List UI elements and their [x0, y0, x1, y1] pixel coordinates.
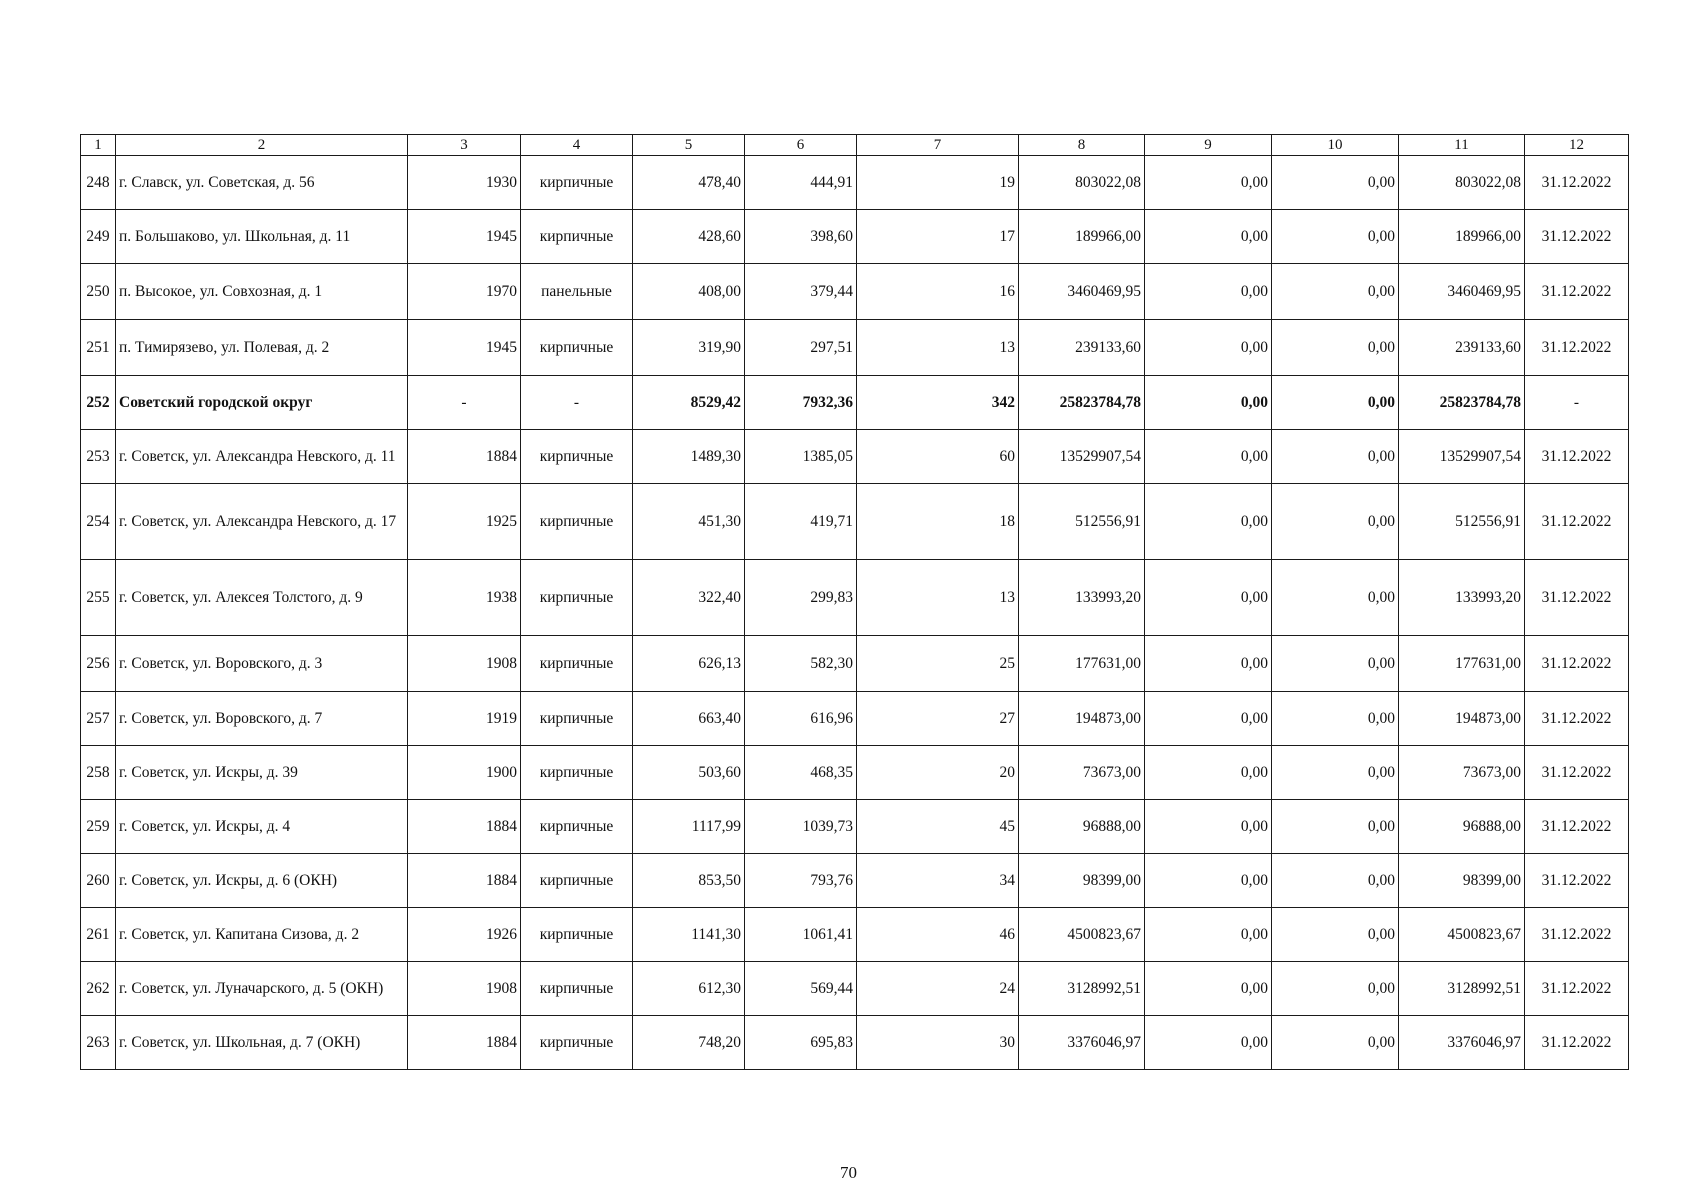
deadline-cell: 31.12.2022	[1525, 430, 1629, 484]
col8-cell: 133993,20	[1019, 560, 1145, 636]
table-row	[81, 560, 1629, 636]
col10-cell: 0,00	[1272, 854, 1399, 908]
row-number: 248	[81, 156, 116, 210]
col5-cell: 612,30	[633, 962, 745, 1016]
address-cell: г. Советск, ул. Искры, д. 39	[116, 746, 408, 800]
wall-material-cell: кирпичные	[521, 560, 633, 636]
col8-cell: 3128992,51	[1019, 962, 1145, 1016]
deadline-cell: 31.12.2022	[1525, 908, 1629, 962]
year-cell: 1884	[408, 430, 521, 484]
year-cell: 1930	[408, 156, 521, 210]
deadline-cell: 31.12.2022	[1525, 560, 1629, 636]
col10-cell: 0,00	[1272, 320, 1399, 376]
col8-cell: 194873,00	[1019, 692, 1145, 746]
year-cell: 1884	[408, 854, 521, 908]
year-cell: 1919	[408, 692, 521, 746]
row-number: 260	[81, 854, 116, 908]
col6-cell: 7932,36	[745, 376, 857, 430]
col10-cell: 0,00	[1272, 962, 1399, 1016]
col6-cell: 793,76	[745, 854, 857, 908]
deadline-cell: 31.12.2022	[1525, 264, 1629, 320]
year-cell: 1925	[408, 484, 521, 560]
table-row	[81, 746, 1629, 800]
col8-cell: 96888,00	[1019, 800, 1145, 854]
col7-cell: 20	[857, 746, 1019, 800]
deadline-cell: 31.12.2022	[1525, 800, 1629, 854]
register-sheet	[80, 134, 1629, 1070]
deadline-cell: 31.12.2022	[1525, 962, 1629, 1016]
col10-cell: 0,00	[1272, 636, 1399, 692]
col9-cell: 0,00	[1145, 560, 1272, 636]
table-row	[81, 156, 1629, 210]
row-number: 250	[81, 264, 116, 320]
col5-cell: 451,30	[633, 484, 745, 560]
table-row	[81, 430, 1629, 484]
table-row	[81, 908, 1629, 962]
wall-material-cell: кирпичные	[521, 210, 633, 264]
row-number: 261	[81, 908, 116, 962]
address-cell: г. Советск, ул. Александра Невского, д. 11	[116, 430, 408, 484]
wall-material-cell: кирпичные	[521, 854, 633, 908]
col9-cell: 0,00	[1145, 264, 1272, 320]
wall-material-cell: кирпичные	[521, 1016, 633, 1070]
address-cell: п. Тимирязево, ул. Полевая, д. 2	[116, 320, 408, 376]
col-header: 2	[116, 135, 408, 156]
col9-cell: 0,00	[1145, 376, 1272, 430]
col10-cell: 0,00	[1272, 800, 1399, 854]
wall-material-cell: кирпичные	[521, 908, 633, 962]
col9-cell: 0,00	[1145, 484, 1272, 560]
col9-cell: 0,00	[1145, 210, 1272, 264]
year-cell: -	[408, 376, 521, 430]
col-header: 9	[1145, 135, 1272, 156]
address-cell: п. Высокое, ул. Совхозная, д. 1	[116, 264, 408, 320]
col5-cell: 503,60	[633, 746, 745, 800]
table-row	[81, 692, 1629, 746]
table-row	[81, 320, 1629, 376]
col5-cell: 478,40	[633, 156, 745, 210]
col-header: 6	[745, 135, 857, 156]
row-number: 262	[81, 962, 116, 1016]
col8-cell: 189966,00	[1019, 210, 1145, 264]
deadline-cell: 31.12.2022	[1525, 636, 1629, 692]
col11-cell: 133993,20	[1399, 560, 1525, 636]
col5-cell: 408,00	[633, 264, 745, 320]
col7-cell: 13	[857, 560, 1019, 636]
col9-cell: 0,00	[1145, 692, 1272, 746]
table-row	[81, 854, 1629, 908]
col5-cell: 748,20	[633, 1016, 745, 1070]
col9-cell: 0,00	[1145, 746, 1272, 800]
row-number: 259	[81, 800, 116, 854]
col10-cell: 0,00	[1272, 430, 1399, 484]
year-cell: 1884	[408, 1016, 521, 1070]
col5-cell: 1489,30	[633, 430, 745, 484]
col9-cell: 0,00	[1145, 636, 1272, 692]
col9-cell: 0,00	[1145, 962, 1272, 1016]
col-header: 5	[633, 135, 745, 156]
table-row	[81, 962, 1629, 1016]
col11-cell: 803022,08	[1399, 156, 1525, 210]
col11-cell: 96888,00	[1399, 800, 1525, 854]
col6-cell: 297,51	[745, 320, 857, 376]
row-number: 257	[81, 692, 116, 746]
wall-material-cell: кирпичные	[521, 746, 633, 800]
year-cell: 1926	[408, 908, 521, 962]
col-header: 7	[857, 135, 1019, 156]
col11-cell: 13529907,54	[1399, 430, 1525, 484]
col7-cell: 34	[857, 854, 1019, 908]
col6-cell: 398,60	[745, 210, 857, 264]
col7-cell: 13	[857, 320, 1019, 376]
col7-cell: 19	[857, 156, 1019, 210]
col7-cell: 27	[857, 692, 1019, 746]
col11-cell: 189966,00	[1399, 210, 1525, 264]
col10-cell: 0,00	[1272, 376, 1399, 430]
col6-cell: 379,44	[745, 264, 857, 320]
col11-cell: 512556,91	[1399, 484, 1525, 560]
col5-cell: 853,50	[633, 854, 745, 908]
year-cell: 1945	[408, 210, 521, 264]
col6-cell: 1039,73	[745, 800, 857, 854]
col10-cell: 0,00	[1272, 692, 1399, 746]
row-number: 251	[81, 320, 116, 376]
col8-cell: 13529907,54	[1019, 430, 1145, 484]
address-cell: г. Советск, ул. Искры, д. 6 (ОКН)	[116, 854, 408, 908]
address-cell: п. Большаково, ул. Школьная, д. 11	[116, 210, 408, 264]
col10-cell: 0,00	[1272, 908, 1399, 962]
year-cell: 1908	[408, 636, 521, 692]
row-number: 256	[81, 636, 116, 692]
address-cell: г. Советск, ул. Луначарского, д. 5 (ОКН)	[116, 962, 408, 1016]
col11-cell: 3128992,51	[1399, 962, 1525, 1016]
col11-cell: 4500823,67	[1399, 908, 1525, 962]
col7-cell: 60	[857, 430, 1019, 484]
col9-cell: 0,00	[1145, 908, 1272, 962]
table-row	[81, 800, 1629, 854]
col5-cell: 8529,42	[633, 376, 745, 430]
col7-cell: 30	[857, 1016, 1019, 1070]
col6-cell: 299,83	[745, 560, 857, 636]
col7-cell: 342	[857, 376, 1019, 430]
wall-material-cell: кирпичные	[521, 692, 633, 746]
col-header: 4	[521, 135, 633, 156]
col8-cell: 4500823,67	[1019, 908, 1145, 962]
year-cell: 1908	[408, 962, 521, 1016]
wall-material-cell: кирпичные	[521, 430, 633, 484]
col8-cell: 803022,08	[1019, 156, 1145, 210]
wall-material-cell: кирпичные	[521, 156, 633, 210]
wall-material-cell: кирпичные	[521, 636, 633, 692]
page-number: 70	[840, 1163, 857, 1182]
table-row	[81, 264, 1629, 320]
col-header: 12	[1525, 135, 1629, 156]
year-cell: 1938	[408, 560, 521, 636]
col6-cell: 695,83	[745, 1016, 857, 1070]
address-cell: г. Советск, ул. Александра Невского, д. 17	[116, 484, 408, 560]
year-cell: 1884	[408, 800, 521, 854]
col-header: 1	[81, 135, 116, 156]
col6-cell: 569,44	[745, 962, 857, 1016]
col8-cell: 3460469,95	[1019, 264, 1145, 320]
row-number: 252	[81, 376, 116, 430]
wall-material-cell: кирпичные	[521, 800, 633, 854]
table-row	[81, 636, 1629, 692]
col6-cell: 1385,05	[745, 430, 857, 484]
row-number: 249	[81, 210, 116, 264]
col11-cell: 3376046,97	[1399, 1016, 1525, 1070]
col5-cell: 626,13	[633, 636, 745, 692]
col5-cell: 428,60	[633, 210, 745, 264]
col8-cell: 98399,00	[1019, 854, 1145, 908]
col7-cell: 17	[857, 210, 1019, 264]
table-row	[81, 210, 1629, 264]
deadline-cell: 31.12.2022	[1525, 156, 1629, 210]
table-row	[81, 484, 1629, 560]
col11-cell: 25823784,78	[1399, 376, 1525, 430]
col5-cell: 1141,30	[633, 908, 745, 962]
row-number: 258	[81, 746, 116, 800]
deadline-cell: 31.12.2022	[1525, 1016, 1629, 1070]
address-cell: Советский городской округ	[116, 376, 408, 430]
col-header: 3	[408, 135, 521, 156]
wall-material-cell: кирпичные	[521, 484, 633, 560]
address-cell: г. Советск, ул. Воровского, д. 3	[116, 636, 408, 692]
year-cell: 1970	[408, 264, 521, 320]
year-cell: 1900	[408, 746, 521, 800]
row-number: 263	[81, 1016, 116, 1070]
col5-cell: 663,40	[633, 692, 745, 746]
col10-cell: 0,00	[1272, 746, 1399, 800]
col7-cell: 18	[857, 484, 1019, 560]
col5-cell: 1117,99	[633, 800, 745, 854]
col10-cell: 0,00	[1272, 484, 1399, 560]
deadline-cell: 31.12.2022	[1525, 692, 1629, 746]
col11-cell: 239133,60	[1399, 320, 1525, 376]
table-body	[81, 156, 1629, 1070]
total-row	[81, 376, 1629, 430]
deadline-cell: 31.12.2022	[1525, 210, 1629, 264]
col7-cell: 16	[857, 264, 1019, 320]
col11-cell: 3460469,95	[1399, 264, 1525, 320]
wall-material-cell: -	[521, 376, 633, 430]
col-header: 8	[1019, 135, 1145, 156]
deadline-cell: 31.12.2022	[1525, 320, 1629, 376]
col8-cell: 512556,91	[1019, 484, 1145, 560]
column-number-header	[81, 135, 1629, 156]
col8-cell: 73673,00	[1019, 746, 1145, 800]
col11-cell: 177631,00	[1399, 636, 1525, 692]
col9-cell: 0,00	[1145, 156, 1272, 210]
table-row	[81, 1016, 1629, 1070]
address-cell: г. Советск, ул. Школьная, д. 7 (ОКН)	[116, 1016, 408, 1070]
col7-cell: 24	[857, 962, 1019, 1016]
col6-cell: 616,96	[745, 692, 857, 746]
col7-cell: 45	[857, 800, 1019, 854]
housing-register-table	[80, 134, 1629, 1070]
col8-cell: 177631,00	[1019, 636, 1145, 692]
wall-material-cell: кирпичные	[521, 320, 633, 376]
col11-cell: 73673,00	[1399, 746, 1525, 800]
col6-cell: 419,71	[745, 484, 857, 560]
col8-cell: 239133,60	[1019, 320, 1145, 376]
col8-cell: 25823784,78	[1019, 376, 1145, 430]
address-cell: г. Славск, ул. Советская, д. 56	[116, 156, 408, 210]
col9-cell: 0,00	[1145, 430, 1272, 484]
year-cell: 1945	[408, 320, 521, 376]
col10-cell: 0,00	[1272, 264, 1399, 320]
col9-cell: 0,00	[1145, 854, 1272, 908]
col6-cell: 468,35	[745, 746, 857, 800]
wall-material-cell: панельные	[521, 264, 633, 320]
col6-cell: 1061,41	[745, 908, 857, 962]
col6-cell: 582,30	[745, 636, 857, 692]
col10-cell: 0,00	[1272, 210, 1399, 264]
col-header: 10	[1272, 135, 1399, 156]
deadline-cell: -	[1525, 376, 1629, 430]
row-number: 253	[81, 430, 116, 484]
wall-material-cell: кирпичные	[521, 962, 633, 1016]
deadline-cell: 31.12.2022	[1525, 854, 1629, 908]
col7-cell: 25	[857, 636, 1019, 692]
col9-cell: 0,00	[1145, 320, 1272, 376]
address-cell: г. Советск, ул. Алексея Толстого, д. 9	[116, 560, 408, 636]
col11-cell: 98399,00	[1399, 854, 1525, 908]
address-cell: г. Советск, ул. Искры, д. 4	[116, 800, 408, 854]
row-number: 254	[81, 484, 116, 560]
row-number: 255	[81, 560, 116, 636]
col5-cell: 322,40	[633, 560, 745, 636]
address-cell: г. Советск, ул. Воровского, д. 7	[116, 692, 408, 746]
col8-cell: 3376046,97	[1019, 1016, 1145, 1070]
address-cell: г. Советск, ул. Капитана Сизова, д. 2	[116, 908, 408, 962]
col-header: 11	[1399, 135, 1525, 156]
col10-cell: 0,00	[1272, 156, 1399, 210]
deadline-cell: 31.12.2022	[1525, 746, 1629, 800]
col9-cell: 0,00	[1145, 1016, 1272, 1070]
col10-cell: 0,00	[1272, 560, 1399, 636]
col7-cell: 46	[857, 908, 1019, 962]
col9-cell: 0,00	[1145, 800, 1272, 854]
col6-cell: 444,91	[745, 156, 857, 210]
deadline-cell: 31.12.2022	[1525, 484, 1629, 560]
col5-cell: 319,90	[633, 320, 745, 376]
col10-cell: 0,00	[1272, 1016, 1399, 1070]
col11-cell: 194873,00	[1399, 692, 1525, 746]
